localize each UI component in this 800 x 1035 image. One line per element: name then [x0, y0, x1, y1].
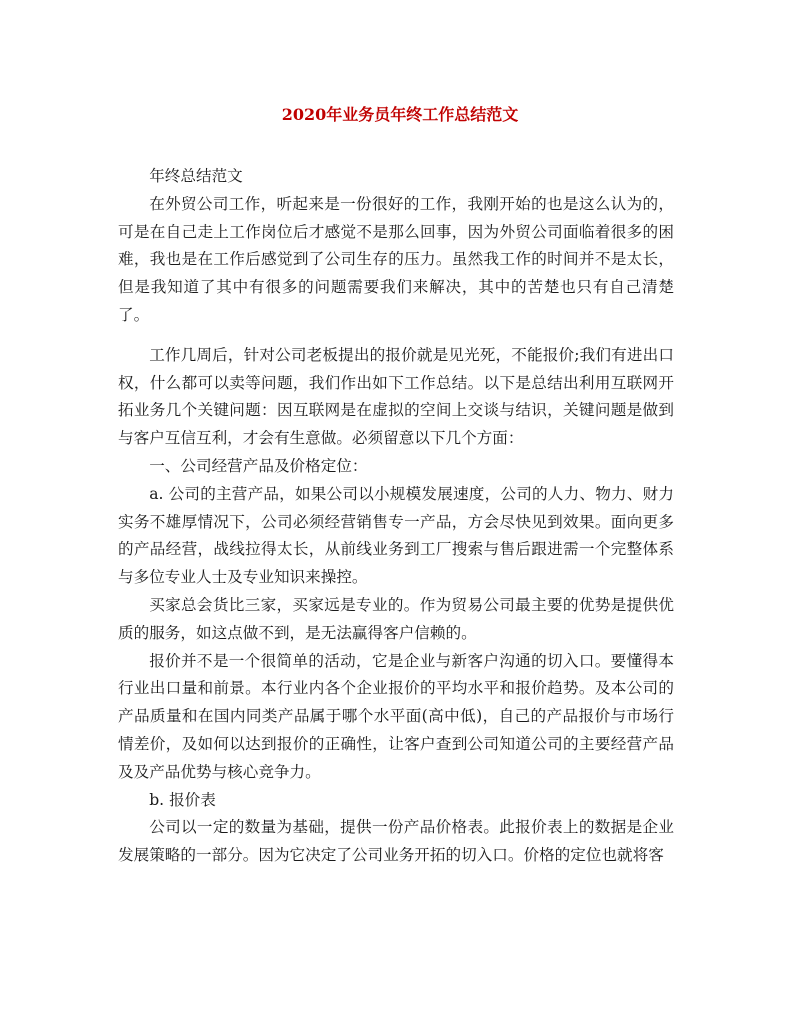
section-heading: 一、公司经营产品及价格定位： — [149, 456, 368, 475]
body-paragraph: a. 公司的主营产品，如果公司以小规模发展速度，公司的人力、物力、财力实务不雄厚情况下，公司必须经营销售专一产品，方会尽快见到效果。面向更多的产品经营，战线拉得太长，从前线业务到工厂搜索与售后跟进需一个完整体系与多位专业人士及专业知识来操控。 — [118, 484, 674, 587]
body-paragraph: 在外贸公司工作，听起来是一份很好的工作，我刚开始的也是这么认为的，可是在自己走上工作岗位后才感觉不是那么回事，因为外贸公司面临着很多的困难，我也是在工作后感觉到了公司生存的压力。虽然我工作的时间并不是太长，但是我知道了其中有很多的问题需要我们来解决，其中的苦楚也只有自己清楚了。 — [118, 194, 674, 324]
section-heading: 年终总结范文 — [149, 167, 243, 185]
body-paragraph: 报价并不是一个很简单的活动，它是企业与新客户沟通的切入口。要懂得本行业出口量和前景。本行业内各个企业报价的平均水平和报价趋势。及本公司的产品质量和在国内同类产品属于哪个水平面(高中低)，自己的产品报价与市场行情差价，及如何以达到报价的正确性，让客户查到公司知道公司的主要经营产品及及产品优势与核心竞争力。 — [118, 651, 674, 781]
body-paragraph: 公司以一定的数量为基础，提供一份产品价格表。此报价表上的数据是企业发展策略的一部分。因为它决定了公司业务开拓的切入口。价格的定位也就将客 — [118, 818, 674, 865]
body-paragraph: 工作几周后，针对公司老板提出的报价就是见光死，不能报价;我们有进出口权，什么都可以卖等问题，我们作出如下工作总结。以下是总结出利用互联网开拓业务几个关键问题：因互联网是在虚拟的空间上交谈与结识，关键问题是做到与客户互信互利，才会有生意做。必须留意以下几个方面： — [118, 345, 674, 448]
document-body — [118, 163, 674, 870]
section-heading: b. 报价表 — [149, 790, 216, 809]
body-paragraph: 买家总会货比三家，买家远是专业的。作为贸易公司最主要的优势是提供优质的服务，如这点做不到，是无法赢得客户信赖的。 — [118, 595, 674, 642]
document-title: 2020年业务员年终工作总结范文 — [281, 105, 519, 124]
